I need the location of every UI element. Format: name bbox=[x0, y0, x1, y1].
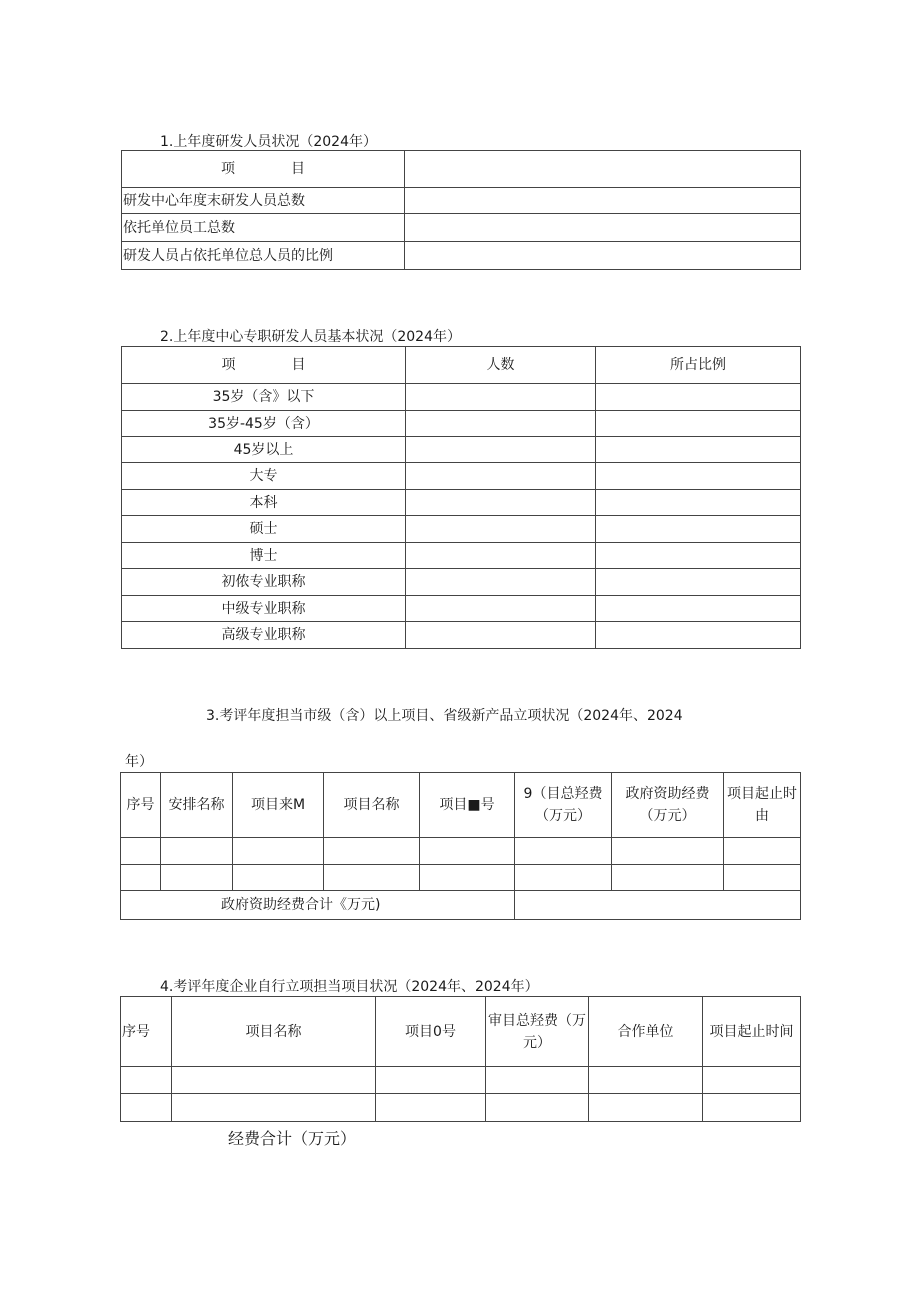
section2-ratio-cell[interactable] bbox=[596, 622, 801, 649]
section3-cell[interactable] bbox=[515, 838, 612, 865]
section2-ratio-cell[interactable] bbox=[596, 543, 801, 569]
section2-count-cell[interactable] bbox=[406, 596, 596, 622]
section4-header-project-number: 项目0号 bbox=[376, 997, 486, 1067]
section3-total-value[interactable] bbox=[515, 891, 801, 920]
section2-count-cell[interactable] bbox=[406, 490, 596, 516]
section4-cell[interactable] bbox=[172, 1067, 376, 1094]
section3-cell[interactable] bbox=[121, 865, 161, 891]
section2-row-label: 大专 bbox=[122, 463, 406, 490]
section3-title-continued: 年） bbox=[125, 754, 153, 770]
section1-row-label: 研发人员占依托单位总人员的比例 bbox=[122, 242, 405, 270]
section2-header-count: 人数 bbox=[406, 347, 596, 384]
section4-title: 4.考评年度企业自行立项担当项目状况（2024年、2024年） bbox=[160, 979, 539, 995]
section2-header-ratio: 所占比例 bbox=[596, 347, 801, 384]
section3-header-gov-funding: 政府资助经费（万元） bbox=[612, 773, 724, 838]
section2-ratio-cell[interactable] bbox=[596, 463, 801, 490]
section4-cell[interactable] bbox=[486, 1094, 589, 1122]
section3-cell[interactable] bbox=[233, 838, 324, 865]
section3-header-period: 项目起止时由 bbox=[724, 773, 801, 838]
section3-cell[interactable] bbox=[724, 838, 801, 865]
section2-count-cell[interactable] bbox=[406, 463, 596, 490]
section4-cell[interactable] bbox=[589, 1094, 703, 1122]
section4-header-serial: 序号 bbox=[121, 997, 172, 1067]
section4-cell[interactable] bbox=[486, 1067, 589, 1094]
section4-cell[interactable] bbox=[376, 1094, 486, 1122]
section1-row-label: 研发中心年度末研发人员总数 bbox=[122, 188, 405, 214]
section2-count-cell[interactable] bbox=[406, 437, 596, 463]
section2-count-cell[interactable] bbox=[406, 516, 596, 543]
section4-cell[interactable] bbox=[376, 1067, 486, 1094]
section4-total-label: 经费合计（万元） bbox=[228, 1129, 357, 1148]
section2-title: 2.上年度中心专职研发人员基本状况（2024年） bbox=[160, 329, 461, 345]
section1-table bbox=[121, 150, 801, 270]
section3-table bbox=[120, 772, 801, 920]
section3-total-label: 政府资助经费合计《万元) bbox=[121, 891, 515, 920]
section4-header-period: 项目起止时间 bbox=[703, 997, 801, 1067]
section4-cell[interactable] bbox=[703, 1094, 801, 1122]
section1-row-label: 依托单位员工总数 bbox=[122, 214, 405, 242]
section3-header-source: 项目来M bbox=[233, 773, 324, 838]
section2-row-label: 高级专业职称 bbox=[122, 622, 406, 649]
section3-cell[interactable] bbox=[420, 865, 515, 891]
section1-row-value[interactable] bbox=[405, 188, 801, 214]
section3-header-total-funding: 9（目总羟费（万元） bbox=[515, 773, 612, 838]
section2-ratio-cell[interactable] bbox=[596, 411, 801, 437]
section2-row-label: 35岁-45岁（含） bbox=[122, 411, 406, 437]
section2-row-label: 45岁以上 bbox=[122, 437, 406, 463]
section1-header-value bbox=[405, 151, 801, 188]
section2-row-label: 硕士 bbox=[122, 516, 406, 543]
section4-cell[interactable] bbox=[703, 1067, 801, 1094]
section1-row-value[interactable] bbox=[405, 242, 801, 270]
section1-title: 1.上年度研发人员状况（2024年） bbox=[160, 134, 377, 150]
section2-count-cell[interactable] bbox=[406, 569, 596, 596]
section3-header-project-name: 项目名称 bbox=[324, 773, 420, 838]
section1-row-value[interactable] bbox=[405, 214, 801, 242]
section2-count-cell[interactable] bbox=[406, 411, 596, 437]
section2-row-label: 35岁（含》以下 bbox=[122, 384, 406, 411]
section3-cell[interactable] bbox=[121, 838, 161, 865]
section3-header-serial: 序号 bbox=[121, 773, 161, 838]
section2-row-label: 中级专业职称 bbox=[122, 596, 406, 622]
section2-header-item: 项 目 bbox=[122, 347, 406, 384]
section3-cell[interactable] bbox=[233, 865, 324, 891]
section3-cell[interactable] bbox=[161, 865, 233, 891]
section3-cell[interactable] bbox=[420, 838, 515, 865]
section3-header-project-number: 项目■号 bbox=[420, 773, 515, 838]
section4-header-total-funding: 审目总羟费（万元） bbox=[486, 997, 589, 1067]
section3-cell[interactable] bbox=[612, 865, 724, 891]
section2-ratio-cell[interactable] bbox=[596, 437, 801, 463]
section3-cell[interactable] bbox=[324, 865, 420, 891]
section2-row-label: 本科 bbox=[122, 490, 406, 516]
section3-header-arrangement: 安排名称 bbox=[161, 773, 233, 838]
section2-count-cell[interactable] bbox=[406, 384, 596, 411]
section4-header-partner: 合作单位 bbox=[589, 997, 703, 1067]
section2-table bbox=[121, 346, 801, 649]
section2-ratio-cell[interactable] bbox=[596, 596, 801, 622]
section4-table bbox=[120, 996, 801, 1122]
section3-title: 3.考评年度担当市级（含）以上项目、省级新产品立项状况（2024年、2024 bbox=[206, 708, 683, 724]
section4-cell[interactable] bbox=[172, 1094, 376, 1122]
section3-cell[interactable] bbox=[161, 838, 233, 865]
section4-cell[interactable] bbox=[589, 1067, 703, 1094]
section4-header-project-name: 项目名称 bbox=[172, 997, 376, 1067]
section2-count-cell[interactable] bbox=[406, 622, 596, 649]
section2-ratio-cell[interactable] bbox=[596, 569, 801, 596]
section2-row-label: 初侬专业职称 bbox=[122, 569, 406, 596]
section3-cell[interactable] bbox=[515, 865, 612, 891]
section3-cell[interactable] bbox=[612, 838, 724, 865]
section2-count-cell[interactable] bbox=[406, 543, 596, 569]
section4-cell[interactable] bbox=[121, 1094, 172, 1122]
section1-header-item: 项 目 bbox=[122, 151, 405, 188]
section2-ratio-cell[interactable] bbox=[596, 384, 801, 411]
section4-cell[interactable] bbox=[121, 1067, 172, 1094]
section2-ratio-cell[interactable] bbox=[596, 516, 801, 543]
section2-ratio-cell[interactable] bbox=[596, 490, 801, 516]
section3-cell[interactable] bbox=[724, 865, 801, 891]
section2-row-label: 博士 bbox=[122, 543, 406, 569]
section3-cell[interactable] bbox=[324, 838, 420, 865]
